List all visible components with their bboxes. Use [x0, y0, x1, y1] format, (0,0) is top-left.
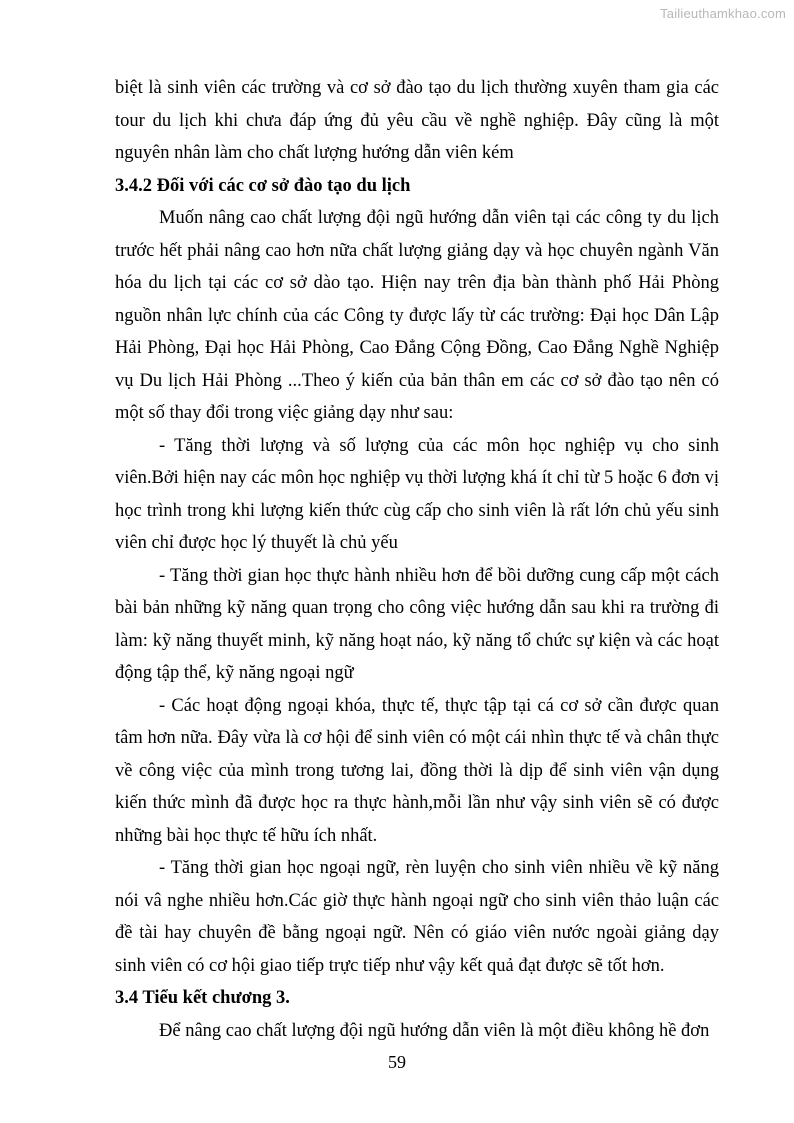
- watermark-text: Tailieuthamkhao.com: [660, 6, 786, 21]
- paragraph-intro: biệt là sinh viên các trường và cơ sở đào tạo du lịch thường xuyên tham gia các tour du lịch khi chưa đáp ứng đủ yêu cầu về nghề nghiệp. Đây cũng là một nguyên nhân làm cho chất lượng hướng dẫn viên kém: [115, 78, 719, 163]
- document-body: [115, 72, 719, 1047]
- section-heading-3-4-summary: 3.4 Tiểu kết chương 3.: [115, 988, 290, 1008]
- paragraph-training-institutions: Muốn nâng cao chất lượng đội ngũ hướng dẫn viên tại các công ty du lịch trước hết phải nâng cao hơn nữa chất lượng giảng dạy và học chuyên ngành Văn hóa du lịch tại các cơ sở dào tạo. Hiện nay trên địa bàn thành phố Hải Phòng nguồn nhân lực chính của các Công ty được lấy từ các trường: Đại học Dân Lập Hải Phòng, Đại học Hải Phòng, Cao Đẳng Cộng Đồng, Cao Đẳng Nghề Nghiệp vụ Du lịch Hải Phòng ...Theo ý kiến của bản thân em các cơ sở đào tạo nên có một số thay đổi trong việc giảng dạy như sau:: [115, 208, 719, 423]
- paragraph-bullet-practice-time: - Tăng thời gian học thực hành nhiều hơn để bồi dưỡng cung cấp một cách bài bản những kỹ năng quan trọng cho công việc hướng dẫn sau khi ra trường đi làm: kỹ năng thuyết minh, kỹ năng hoạt náo, kỹ năng tổ chức sự kiện và các hoạt động tập thể, kỹ năng ngoại ngữ: [115, 565, 719, 683]
- paragraph-summary-start: Để nâng cao chất lượng đội ngũ hướng dẫn viên là một điều không hề đơn: [159, 1020, 710, 1041]
- paragraph-bullet-foreign-language: - Tăng thời gian học ngoại ngữ, rèn luyện cho sinh viên nhiều về kỹ năng nói vâ nghe nhiều hơn.Các giờ thực hành ngoại ngữ cho sinh viên thảo luận các đề tài hay chuyên đề bằng ngoại ngữ. Nên có giáo viên nước ngoài giảng dạy sinh viên có cơ hội giao tiếp trực tiếp như vậy kết quả đạt được sẽ tốt hơn.: [115, 858, 719, 976]
- section-heading-3-4-2: 3.4.2 Đối với các cơ sở đào tạo du lịch: [115, 175, 411, 196]
- page-number: 59: [388, 1052, 406, 1072]
- paragraph-bullet-extracurricular: - Các hoạt động ngoại khóa, thực tế, thực tập tại cá cơ sở cần được quan tâm hơn nữa. Đây vừa là cơ hội để sinh viên có một cái nhìn thực tế và chân thực về công việc của mình trong tương lai, đồng thời là dịp để sinh viên vận dụng kiến thức mình đã được học ra thực hành,mỗi lần như vậy sinh viên sẽ có được những bài học thực tế hữu ích nhất.: [115, 695, 719, 846]
- paragraph-bullet-course-time: - Tăng thời lượng và số lượng của các môn học nghiệp vụ cho sinh viên.Bởi hiện nay các môn học nghiệp vụ thời lượng khá ít chỉ từ 5 hoặc 6 đơn vị học trình trong khi lượng kiến thức cùg cấp cho sinh viên là rất lớn chủ yếu sinh viên chỉ được học lý thuyết là chủ yếu: [115, 435, 719, 553]
